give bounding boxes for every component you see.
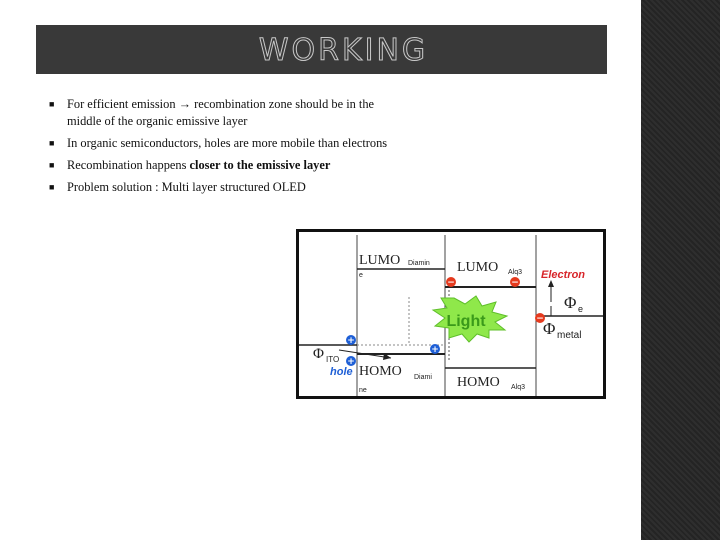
charge-sign: −	[511, 278, 519, 288]
phi-e-symbol: Φ	[564, 293, 577, 312]
charge-sign: −	[536, 314, 544, 324]
phi-ito-subscript: ITO	[326, 355, 340, 364]
lumo-diamine-label: LUMO	[359, 253, 401, 268]
phi-ito-symbol: Φ	[313, 346, 324, 362]
bullet-text-bold: closer to the emissive layer	[189, 158, 331, 172]
light-label: Light	[446, 313, 486, 330]
bullet-text: In organic semiconductors, holes are more mobile than electrons	[67, 136, 388, 150]
bullet-text: Problem solution : Multi layer structured OLED	[67, 180, 306, 194]
phi-metal-subscript: metal	[557, 330, 582, 341]
decorative-side-strip	[641, 0, 720, 540]
bullet-marker: ■	[49, 99, 55, 109]
lumo-alq3-label: LUMO	[457, 260, 499, 275]
charge-sign: +	[347, 336, 355, 346]
homo-diamine-label: HOMO	[359, 364, 402, 379]
arrow-head	[548, 280, 554, 287]
lumo-fragment: e	[359, 272, 363, 279]
bullet-marker: ■	[49, 182, 55, 192]
bullet-list	[48, 96, 608, 201]
charge-sign: +	[347, 357, 355, 367]
charge-sign: +	[431, 345, 439, 355]
bullet-item	[48, 96, 608, 130]
bullet-item	[48, 135, 608, 152]
bullet-text-line2: middle of the organic emissive layer	[67, 114, 248, 128]
title-bar	[36, 25, 607, 74]
lumo-alq3-subscript: Alq3	[508, 269, 523, 276]
oled-energy-diagram	[296, 229, 606, 399]
energy-level-svg	[299, 232, 603, 396]
bullet-text: Recombination happens	[67, 158, 190, 172]
slide-title: WORKING	[258, 33, 429, 68]
bullet-item	[48, 179, 608, 196]
electron-label: Electron	[541, 269, 586, 281]
homo-fragment: ne	[359, 387, 367, 394]
lumo-diamine-subscript: Diamin	[408, 260, 430, 267]
hole-label: hole	[330, 366, 353, 378]
bullet-text-line1: For efficient emission → recombination zone should be in the	[67, 97, 375, 111]
bullet-item	[48, 157, 608, 174]
homo-alq3-subscript: Alq3	[511, 384, 526, 391]
homo-diamine-subscript: Diami	[414, 374, 432, 381]
homo-alq3-label: HOMO	[457, 375, 500, 390]
phi-metal-symbol: Φ	[543, 319, 556, 338]
phi-e-subscript: e	[578, 304, 584, 314]
charge-sign: −	[447, 278, 455, 288]
bullet-marker: ■	[49, 138, 55, 148]
bullet-marker: ■	[49, 160, 55, 170]
